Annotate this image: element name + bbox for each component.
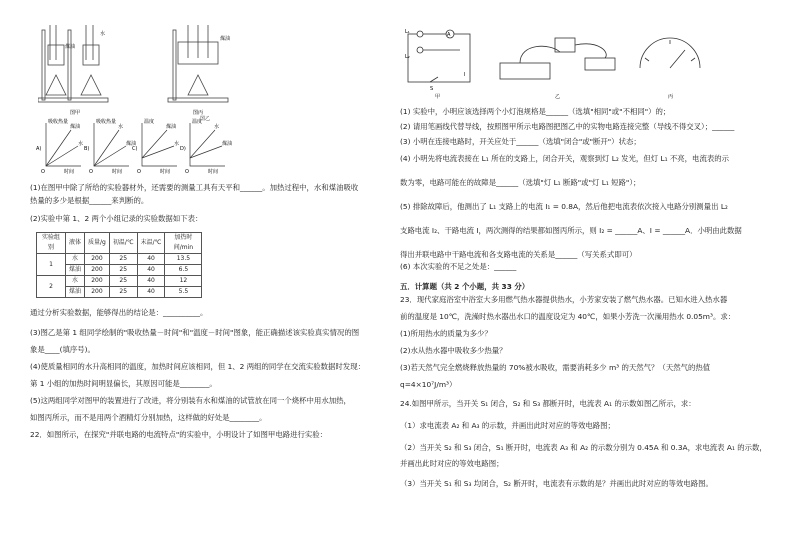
graph-b-line1: 水 (118, 124, 124, 130)
cell: 12 (165, 276, 202, 287)
cell: 5.5 (165, 287, 202, 298)
label-L2: L₂ (405, 54, 410, 60)
graph-c-origin: O (137, 169, 141, 175)
cell: 40 (137, 265, 165, 276)
r5-line-b: 支路电流 I₂、干路电流 I，两次测得的结果都如图丙所示，则 I₂ = ______A、I = ______A．小明由此数据 (400, 226, 742, 235)
q1-line-a: (1)在图甲中除了所给的实验器材外，还需要的测量工具有天平和______。加热过程中，水和煤油吸收 (30, 183, 359, 192)
q5-line-a: (5)这两组同学对图甲的装置进行了改进，将分别装有水和煤油的试管放在同一个烧杯中用水加热， (30, 396, 351, 405)
graph-b-xlabel: 时间 (112, 169, 123, 175)
th-final-temp: 末温/℃ (137, 233, 165, 254)
q3-line-a: (3)图乙是第 1 组同学绘制的"吸收热量－时间"和"温度－时间"图象，能正确描述该实验真实情况的图 (30, 328, 360, 337)
th-group: 实验组别 (37, 233, 66, 254)
label-S: S (430, 86, 434, 92)
label-I: I (464, 72, 466, 78)
cell-group-1: 1 (37, 254, 66, 276)
fig-yi-label: 图乙 (200, 116, 211, 122)
fig-text-b: 水 (100, 31, 106, 37)
fig-bing-label: 图丙 (193, 110, 204, 116)
graph-opt-b: B) (84, 146, 90, 152)
cell: 水 (66, 276, 85, 287)
th-mass: 质量/g (85, 233, 110, 254)
label-L1: L₁ (405, 29, 410, 35)
cell: 6.5 (165, 265, 202, 276)
q23-part2: (2)水从热水器中吸收多少热量？ (400, 346, 507, 355)
cell: 水 (66, 254, 85, 265)
q24-part2-b: 并画出此时对应的等效电路图； (400, 459, 504, 468)
circuit-figures (400, 28, 770, 100)
r4-line-b: 数为零，电路可能在的故障是______（选填"灯 L₁ 断路"或"灯 L₁ 短路"）； (400, 178, 641, 187)
graph-opt-c: C) (132, 146, 138, 152)
graph-b-ylabel: 吸收热量 (96, 119, 117, 125)
r2-text: (2) 请用笔画线代替导线，按照图甲所示电路图把图乙中的实物电路连接完整（导线不得交叉）；______ (400, 122, 735, 131)
graph-c-xlabel: 时间 (160, 169, 171, 175)
r6-text: (6) 本次实验的不足之处是：______ (400, 262, 517, 271)
q24-part1: （1）求电流表 A₂ 和 A₃ 的示数，并画出此时对应的等效电路图； (400, 421, 615, 430)
fig-text-a: 煤油 (65, 44, 76, 50)
graph-d-line1: 水 (214, 124, 220, 130)
r5-line-c: 得出并联电路中干路电流和各支路电流的关系是______（写关系式即可） (400, 250, 637, 259)
q23-part1: (1)所用热水的质量为多少？ (400, 329, 492, 338)
cell: 40 (137, 276, 165, 287)
th-liquid: 液体 (66, 233, 85, 254)
data-table (36, 232, 202, 298)
q1-line-b: 热量的多少是根据______来判断的。 (30, 196, 149, 205)
graph-a-line2: 水 (78, 141, 84, 147)
graph-opt-a: A) (36, 146, 42, 152)
q24-part2-a: （2）当开关 S₂ 和 S₃ 闭合，S₁ 断开时，电流表 A₃ 和 A₂ 的示数分别为 0.45A 和 0.3A，求电流表 A₁ 的示数， (400, 443, 767, 452)
cell-group-2: 2 (37, 276, 66, 298)
q3-line-b: 象是____(填序号)。 (30, 345, 95, 354)
cell: 13.5 (165, 254, 202, 265)
graph-d-line2: 煤油 (222, 141, 233, 147)
graph-b-origin: O (89, 169, 93, 175)
graph-c-line1: 煤油 (166, 124, 177, 130)
q23-line-b: 前的温度是 10℃，洗澡时热水器出水口的温度设定为 40℃，如果小芳洗一次澡用热水 0.05m³。求： (400, 312, 736, 321)
r5-line-a: (5) 排除故障后，他测出了 L₁ 支路上的电流 I₁ = 0.8A，然后他把电流表依次接入电路分别测量出 L₂ (400, 202, 728, 211)
graph-d-origin: O (185, 169, 189, 175)
q5-line-b: 如图丙所示，而不是用两个酒精灯分别加热，这样做的好处是________。 (30, 413, 267, 422)
q2b-text: 通过分析实验数据，能够得出的结论是：__________。 (30, 308, 208, 317)
r4-line-a: (4) 小明先将电流表接在 L₁ 所在的支路上，闭合开关，观察到灯 L₂ 发光，但灯 L₁ 不亮，电流表的示 (400, 154, 730, 163)
cell: 25 (109, 287, 137, 298)
th-time: 加热时间/min (165, 233, 202, 254)
graph-c-ylabel: 温度 (144, 119, 155, 125)
q24-text: 24.如图甲所示，当开关 S₁ 闭合，S₂ 和 S₃ 都断开时，电流表 A₁ 的示数如图乙所示，求： (400, 399, 696, 408)
graphs-row (36, 118, 236, 178)
cell: 煤油 (66, 287, 85, 298)
label-jia: 甲 (435, 94, 441, 100)
fig-text-c: 煤油 (220, 36, 231, 42)
graph-b-line2: 煤油 (126, 141, 137, 147)
label-bing: 丙 (668, 94, 674, 100)
graph-a-origin: O (41, 169, 45, 175)
fig-jia-label: 图甲 (70, 110, 81, 116)
graph-d-ylabel: 温度 (192, 119, 203, 125)
cell: 煤油 (66, 265, 85, 276)
cell: 25 (109, 276, 137, 287)
cell: 200 (85, 265, 110, 276)
graph-opt-d: D) (180, 146, 186, 152)
section-5-heading: 五．计算题（共 2 个小题，共 33 分） (400, 282, 530, 291)
cell: 25 (109, 265, 137, 276)
label-yi: 乙 (555, 94, 561, 100)
graph-a-xlabel: 时间 (64, 169, 75, 175)
label-A: A (447, 32, 451, 38)
cell: 40 (137, 254, 165, 265)
q2-text: (2)实验中第 1、2 两个小组记录的实验数据如下表： (30, 214, 203, 223)
r1-text: (1) 实验中，小明应该选择两个小灯泡规格是______（选填"相同"或"不相同"）的； (400, 107, 671, 116)
q23-part3-a: (3)若天然气完全燃烧释放热量的 70%被水吸收，需要消耗多少 m³ 的天然气？（天然气的热值 (400, 363, 711, 372)
q22-text: 22．如图所示，在探究"并联电路的电流特点"的实验中，小明设计了如图甲电路进行实验： (30, 430, 328, 439)
cell: 200 (85, 276, 110, 287)
graph-d-xlabel: 时间 (208, 169, 219, 175)
r3-text: (3) 小明在连接电路时，开关应处于______（选填"闭合"或"断开"）状态； (400, 137, 641, 146)
q23-part3-b: q=4×10⁷J/m³） (400, 380, 457, 389)
cell: 200 (85, 254, 110, 265)
th-init-temp: 初温/℃ (109, 233, 137, 254)
graph-c-line2: 水 (174, 141, 180, 147)
q4-line-a: (4)使质量相同的水升高相同的温度，加热时间应该相同，但 1、2 两组的同学在交流实验数据时发现： (30, 362, 365, 371)
cell: 200 (85, 287, 110, 298)
q23-line-a: 23．现代家庭浴室中浴室大多用燃气热水器提供热水，小芳家安装了燃气热水器。已知水进入热水器 (400, 295, 728, 304)
cell: 40 (137, 287, 165, 298)
q24-part3: （3）当开关 S₁ 和 S₃ 均闭合，S₂ 断开时，电流表有示数的是？并画出此时对应的等效电路图。 (400, 479, 713, 488)
cell: 25 (109, 254, 137, 265)
graph-a-line1: 煤油 (70, 124, 81, 130)
q4-line-b: 第 1 小组的加热时间明显偏长，其原因可能是________。 (30, 379, 217, 388)
graph-a-ylabel: 吸收热量 (48, 119, 69, 125)
